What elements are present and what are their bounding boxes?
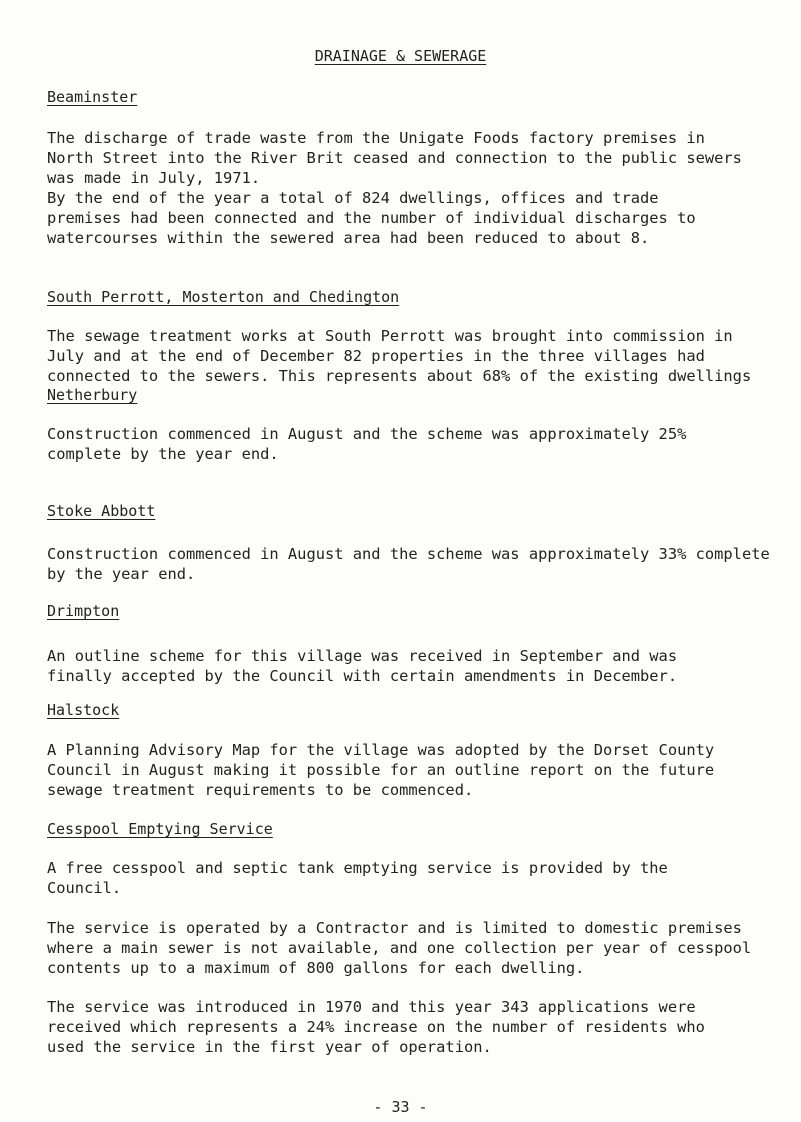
section-heading-beaminster: Beaminster (47, 88, 138, 106)
section-heading-halstock: Halstock (47, 701, 120, 719)
section-heading-drimpton: Drimpton (47, 602, 120, 620)
beaminster-paragraph-1: The discharge of trade waste from the Unigate Foods factory premises in North Street into the River Brit ceased and connection to the public sewers was made in July, 1971. (47, 129, 742, 187)
section-heading-stoke-abbott: Stoke Abbott (47, 502, 156, 520)
cesspool-paragraph-2: The service is operated by a Contractor and is limited to domestic premises where a main sewer is not available, and one collection per year of cesspool contents up to a maximum of 800 gallons for each dwelling. (47, 919, 752, 977)
netherbury-paragraph-1: Construction commenced in August and the scheme was approximately 25% complete by the year end. (47, 425, 687, 463)
beaminster-paragraph-2: By the end of the year a total of 824 dwellings, offices and trade premises had been connected and the number of individual discharges to watercourses within the sewered area had been reduced to about 8. (47, 189, 696, 247)
stoke-abbott-paragraph-1: Construction commenced in August and the scheme was approximately 33% complete by the year end. (47, 545, 770, 583)
section-heading-netherbury: Netherbury (47, 386, 138, 404)
cesspool-paragraph-3: The service was introduced in 1970 and this year 343 applications were received which represents a 24% increase on the number of residents who used the service in the first year of operation. (47, 998, 705, 1056)
halstock-paragraph-1: A Planning Advisory Map for the village was adopted by the Dorset County Council in August making it possible for an outline report on the future sewage treatment requirements to be commenced. (47, 741, 715, 799)
cesspool-paragraph-1: A free cesspool and septic tank emptying service is provided by the Council. (47, 859, 668, 897)
section-heading-south-perrott: South Perrott, Mosterton and Chedington (47, 288, 400, 306)
south-perrott-paragraph-1: The sewage treatment works at South Perrott was brought into commission in July and at the end of December 82 properties in the three villages had connected to the sewers. This represents about 68% of the existing dwellings (47, 327, 752, 385)
page-title: DRAINAGE & SEWERAGE (314, 47, 487, 65)
section-heading-cesspool: Cesspool Emptying Service (47, 820, 273, 838)
page-number: - 33 - (373, 1098, 428, 1116)
drimpton-paragraph-1: An outline scheme for this village was received in September and was finally accepted by the Council with certain amendments in December. (47, 647, 678, 685)
